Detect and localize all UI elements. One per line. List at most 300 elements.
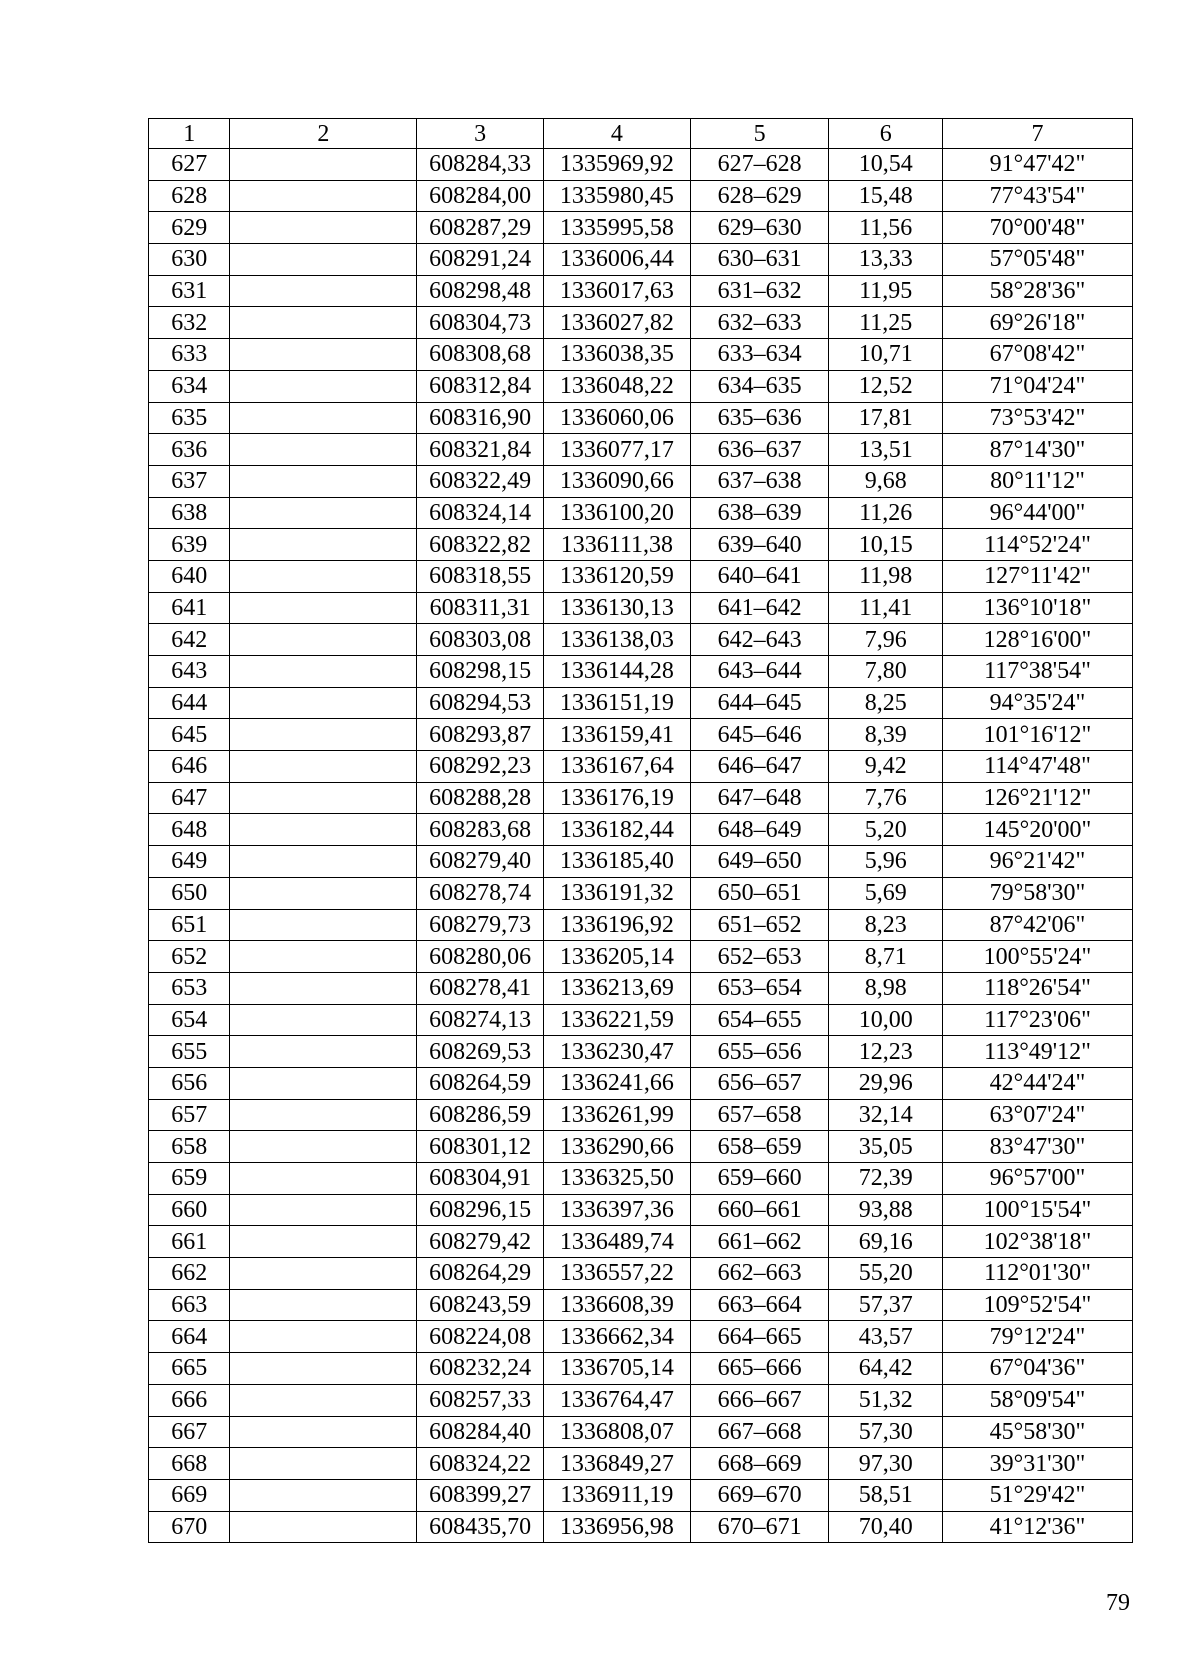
- x-coordinate-cell: 608232,24: [417, 1353, 544, 1385]
- y-coordinate-cell: 1336808,07: [543, 1416, 690, 1448]
- segment-cell: 646–647: [690, 751, 829, 783]
- y-coordinate-cell: 1335980,45: [543, 180, 690, 212]
- column-header-1: 1: [149, 119, 230, 149]
- angle-cell: 128°16'00": [942, 624, 1132, 656]
- length-cell: 7,96: [829, 624, 943, 656]
- length-cell: 9,68: [829, 465, 943, 497]
- empty-cell: [230, 751, 417, 783]
- angle-cell: 51°29'42": [942, 1479, 1132, 1511]
- point-number-cell: 634: [149, 370, 230, 402]
- angle-cell: 73°53'42": [942, 402, 1132, 434]
- y-coordinate-cell: 1336048,22: [543, 370, 690, 402]
- angle-cell: 100°15'54": [942, 1194, 1132, 1226]
- point-number-cell: 645: [149, 719, 230, 751]
- point-number-cell: 641: [149, 592, 230, 624]
- x-coordinate-cell: 608287,29: [417, 212, 544, 244]
- angle-cell: 39°31'30": [942, 1448, 1132, 1480]
- point-number-cell: 663: [149, 1289, 230, 1321]
- empty-cell: [230, 687, 417, 719]
- column-header-6: 6: [829, 119, 943, 149]
- angle-cell: 87°14'30": [942, 434, 1132, 466]
- angle-cell: 83°47'30": [942, 1131, 1132, 1163]
- length-cell: 8,39: [829, 719, 943, 751]
- y-coordinate-cell: 1336090,66: [543, 465, 690, 497]
- empty-cell: [230, 212, 417, 244]
- empty-cell: [230, 1416, 417, 1448]
- empty-cell: [230, 1448, 417, 1480]
- column-header-4: 4: [543, 119, 690, 149]
- segment-cell: 635–636: [690, 402, 829, 434]
- angle-cell: 101°16'12": [942, 719, 1132, 751]
- length-cell: 72,39: [829, 1163, 943, 1195]
- empty-cell: [230, 1036, 417, 1068]
- length-cell: 10,15: [829, 529, 943, 561]
- table-row: [149, 529, 1133, 561]
- x-coordinate-cell: 608294,53: [417, 687, 544, 719]
- y-coordinate-cell: 1336077,17: [543, 434, 690, 466]
- x-coordinate-cell: 608324,22: [417, 1448, 544, 1480]
- y-coordinate-cell: 1336038,35: [543, 339, 690, 371]
- table-row: [149, 972, 1133, 1004]
- x-coordinate-cell: 608257,33: [417, 1384, 544, 1416]
- y-coordinate-cell: 1336060,06: [543, 402, 690, 434]
- x-coordinate-cell: 608280,06: [417, 941, 544, 973]
- segment-cell: 652–653: [690, 941, 829, 973]
- x-coordinate-cell: 608274,13: [417, 1004, 544, 1036]
- point-number-cell: 648: [149, 814, 230, 846]
- segment-cell: 668–669: [690, 1448, 829, 1480]
- x-coordinate-cell: 608304,91: [417, 1163, 544, 1195]
- angle-cell: 112°01'30": [942, 1258, 1132, 1290]
- length-cell: 9,42: [829, 751, 943, 783]
- empty-cell: [230, 814, 417, 846]
- empty-cell: [230, 877, 417, 909]
- empty-cell: [230, 782, 417, 814]
- table-row: [149, 941, 1133, 973]
- length-cell: 11,41: [829, 592, 943, 624]
- point-number-cell: 632: [149, 307, 230, 339]
- point-number-cell: 658: [149, 1131, 230, 1163]
- empty-cell: [230, 307, 417, 339]
- angle-cell: 67°08'42": [942, 339, 1132, 371]
- y-coordinate-cell: 1336144,28: [543, 656, 690, 688]
- page-number: 79: [1106, 1590, 1130, 1616]
- y-coordinate-cell: 1336185,40: [543, 846, 690, 878]
- x-coordinate-cell: 608288,28: [417, 782, 544, 814]
- y-coordinate-cell: 1336138,03: [543, 624, 690, 656]
- empty-cell: [230, 656, 417, 688]
- segment-cell: 669–670: [690, 1479, 829, 1511]
- table-row: [149, 339, 1133, 371]
- table-row: [149, 1321, 1133, 1353]
- table-row: [149, 212, 1133, 244]
- table-row: [149, 370, 1133, 402]
- length-cell: 11,25: [829, 307, 943, 339]
- table-row: [149, 909, 1133, 941]
- point-number-cell: 670: [149, 1511, 230, 1543]
- empty-cell: [230, 972, 417, 1004]
- empty-cell: [230, 434, 417, 466]
- segment-cell: 642–643: [690, 624, 829, 656]
- segment-cell: 644–645: [690, 687, 829, 719]
- length-cell: 7,76: [829, 782, 943, 814]
- x-coordinate-cell: 608269,53: [417, 1036, 544, 1068]
- point-number-cell: 656: [149, 1067, 230, 1099]
- y-coordinate-cell: 1336006,44: [543, 244, 690, 276]
- x-coordinate-cell: 608278,74: [417, 877, 544, 909]
- x-coordinate-cell: 608278,41: [417, 972, 544, 1004]
- angle-cell: 96°21'42": [942, 846, 1132, 878]
- segment-cell: 667–668: [690, 1416, 829, 1448]
- empty-cell: [230, 909, 417, 941]
- empty-cell: [230, 275, 417, 307]
- y-coordinate-cell: 1336151,19: [543, 687, 690, 719]
- empty-cell: [230, 719, 417, 751]
- length-cell: 13,51: [829, 434, 943, 466]
- segment-cell: 662–663: [690, 1258, 829, 1290]
- x-coordinate-cell: 608321,84: [417, 434, 544, 466]
- angle-cell: 118°26'54": [942, 972, 1132, 1004]
- table-row: [149, 1194, 1133, 1226]
- length-cell: 57,37: [829, 1289, 943, 1321]
- segment-cell: 639–640: [690, 529, 829, 561]
- empty-cell: [230, 1163, 417, 1195]
- table-row: [149, 656, 1133, 688]
- y-coordinate-cell: 1336167,64: [543, 751, 690, 783]
- segment-cell: 631–632: [690, 275, 829, 307]
- point-number-cell: 630: [149, 244, 230, 276]
- table-row: [149, 497, 1133, 529]
- table-row: [149, 465, 1133, 497]
- x-coordinate-cell: 608296,15: [417, 1194, 544, 1226]
- point-number-cell: 668: [149, 1448, 230, 1480]
- point-number-cell: 666: [149, 1384, 230, 1416]
- length-cell: 51,32: [829, 1384, 943, 1416]
- empty-cell: [230, 497, 417, 529]
- angle-cell: 114°47'48": [942, 751, 1132, 783]
- empty-cell: [230, 1226, 417, 1258]
- x-coordinate-cell: 608291,24: [417, 244, 544, 276]
- angle-cell: 145°20'00": [942, 814, 1132, 846]
- x-coordinate-cell: 608264,59: [417, 1067, 544, 1099]
- table-row: [149, 1511, 1133, 1543]
- point-number-cell: 652: [149, 941, 230, 973]
- segment-cell: 666–667: [690, 1384, 829, 1416]
- y-coordinate-cell: 1336849,27: [543, 1448, 690, 1480]
- empty-cell: [230, 1353, 417, 1385]
- table-row: [149, 1099, 1133, 1131]
- angle-cell: 42°44'24": [942, 1067, 1132, 1099]
- segment-cell: 648–649: [690, 814, 829, 846]
- segment-cell: 640–641: [690, 560, 829, 592]
- x-coordinate-cell: 608279,73: [417, 909, 544, 941]
- y-coordinate-cell: 1336196,92: [543, 909, 690, 941]
- point-number-cell: 650: [149, 877, 230, 909]
- segment-cell: 664–665: [690, 1321, 829, 1353]
- table-row: [149, 751, 1133, 783]
- point-number-cell: 636: [149, 434, 230, 466]
- table-body: [149, 149, 1133, 1543]
- point-number-cell: 647: [149, 782, 230, 814]
- y-coordinate-cell: 1336017,63: [543, 275, 690, 307]
- angle-cell: 79°12'24": [942, 1321, 1132, 1353]
- x-coordinate-cell: 608243,59: [417, 1289, 544, 1321]
- x-coordinate-cell: 608284,00: [417, 180, 544, 212]
- angle-cell: 69°26'18": [942, 307, 1132, 339]
- segment-cell: 629–630: [690, 212, 829, 244]
- point-number-cell: 655: [149, 1036, 230, 1068]
- length-cell: 58,51: [829, 1479, 943, 1511]
- length-cell: 97,30: [829, 1448, 943, 1480]
- length-cell: 70,40: [829, 1511, 943, 1543]
- point-number-cell: 664: [149, 1321, 230, 1353]
- segment-cell: 653–654: [690, 972, 829, 1004]
- length-cell: 11,95: [829, 275, 943, 307]
- table-row: [149, 434, 1133, 466]
- angle-cell: 87°42'06": [942, 909, 1132, 941]
- empty-cell: [230, 339, 417, 371]
- segment-cell: 649–650: [690, 846, 829, 878]
- empty-cell: [230, 1194, 417, 1226]
- length-cell: 57,30: [829, 1416, 943, 1448]
- segment-cell: 627–628: [690, 149, 829, 181]
- length-cell: 8,23: [829, 909, 943, 941]
- empty-cell: [230, 1067, 417, 1099]
- point-number-cell: 649: [149, 846, 230, 878]
- y-coordinate-cell: 1335969,92: [543, 149, 690, 181]
- x-coordinate-cell: 608399,27: [417, 1479, 544, 1511]
- empty-cell: [230, 149, 417, 181]
- table-row: [149, 1416, 1133, 1448]
- y-coordinate-cell: 1336956,98: [543, 1511, 690, 1543]
- table-row: [149, 1448, 1133, 1480]
- segment-cell: 655–656: [690, 1036, 829, 1068]
- empty-cell: [230, 370, 417, 402]
- x-coordinate-cell: 608292,23: [417, 751, 544, 783]
- x-coordinate-cell: 608224,08: [417, 1321, 544, 1353]
- x-coordinate-cell: 608298,15: [417, 656, 544, 688]
- table-row: [149, 1258, 1133, 1290]
- empty-cell: [230, 1004, 417, 1036]
- point-number-cell: 661: [149, 1226, 230, 1258]
- point-number-cell: 629: [149, 212, 230, 244]
- point-number-cell: 627: [149, 149, 230, 181]
- segment-cell: 647–648: [690, 782, 829, 814]
- y-coordinate-cell: 1336100,20: [543, 497, 690, 529]
- y-coordinate-cell: 1336221,59: [543, 1004, 690, 1036]
- coordinates-table: [148, 118, 1133, 1543]
- length-cell: 93,88: [829, 1194, 943, 1226]
- x-coordinate-cell: 608279,42: [417, 1226, 544, 1258]
- x-coordinate-cell: 608284,33: [417, 149, 544, 181]
- point-number-cell: 628: [149, 180, 230, 212]
- empty-cell: [230, 465, 417, 497]
- empty-cell: [230, 1131, 417, 1163]
- angle-cell: 96°57'00": [942, 1163, 1132, 1195]
- empty-cell: [230, 941, 417, 973]
- y-coordinate-cell: 1335995,58: [543, 212, 690, 244]
- table-row: [149, 1289, 1133, 1321]
- length-cell: 55,20: [829, 1258, 943, 1290]
- y-coordinate-cell: 1336557,22: [543, 1258, 690, 1290]
- segment-cell: 650–651: [690, 877, 829, 909]
- segment-cell: 651–652: [690, 909, 829, 941]
- table-row: [149, 846, 1133, 878]
- angle-cell: 114°52'24": [942, 529, 1132, 561]
- point-number-cell: 653: [149, 972, 230, 1004]
- segment-cell: 661–662: [690, 1226, 829, 1258]
- length-cell: 12,52: [829, 370, 943, 402]
- length-cell: 29,96: [829, 1067, 943, 1099]
- y-coordinate-cell: 1336705,14: [543, 1353, 690, 1385]
- table-row: [149, 1067, 1133, 1099]
- table-row: [149, 1479, 1133, 1511]
- length-cell: 43,57: [829, 1321, 943, 1353]
- segment-cell: 654–655: [690, 1004, 829, 1036]
- point-number-cell: 660: [149, 1194, 230, 1226]
- empty-cell: [230, 846, 417, 878]
- empty-cell: [230, 1321, 417, 1353]
- empty-cell: [230, 1511, 417, 1543]
- table-header-row: [149, 119, 1133, 149]
- x-coordinate-cell: 608298,48: [417, 275, 544, 307]
- length-cell: 11,98: [829, 560, 943, 592]
- angle-cell: 67°04'36": [942, 1353, 1132, 1385]
- x-coordinate-cell: 608303,08: [417, 624, 544, 656]
- y-coordinate-cell: 1336159,41: [543, 719, 690, 751]
- point-number-cell: 639: [149, 529, 230, 561]
- angle-cell: 71°04'24": [942, 370, 1132, 402]
- segment-cell: 637–638: [690, 465, 829, 497]
- y-coordinate-cell: 1336213,69: [543, 972, 690, 1004]
- empty-cell: [230, 1258, 417, 1290]
- length-cell: 8,71: [829, 941, 943, 973]
- y-coordinate-cell: 1336290,66: [543, 1131, 690, 1163]
- x-coordinate-cell: 608286,59: [417, 1099, 544, 1131]
- length-cell: 32,14: [829, 1099, 943, 1131]
- table-row: [149, 275, 1133, 307]
- point-number-cell: 638: [149, 497, 230, 529]
- y-coordinate-cell: 1336662,34: [543, 1321, 690, 1353]
- point-number-cell: 669: [149, 1479, 230, 1511]
- segment-cell: 660–661: [690, 1194, 829, 1226]
- table-row: [149, 1353, 1133, 1385]
- segment-cell: 638–639: [690, 497, 829, 529]
- segment-cell: 633–634: [690, 339, 829, 371]
- angle-cell: 58°28'36": [942, 275, 1132, 307]
- x-coordinate-cell: 608279,40: [417, 846, 544, 878]
- angle-cell: 80°11'12": [942, 465, 1132, 497]
- angle-cell: 77°43'54": [942, 180, 1132, 212]
- y-coordinate-cell: 1336230,47: [543, 1036, 690, 1068]
- y-coordinate-cell: 1336205,14: [543, 941, 690, 973]
- point-number-cell: 631: [149, 275, 230, 307]
- segment-cell: 641–642: [690, 592, 829, 624]
- y-coordinate-cell: 1336027,82: [543, 307, 690, 339]
- segment-cell: 632–633: [690, 307, 829, 339]
- angle-cell: 70°00'48": [942, 212, 1132, 244]
- point-number-cell: 635: [149, 402, 230, 434]
- table-row: [149, 560, 1133, 592]
- length-cell: 8,25: [829, 687, 943, 719]
- column-header-5: 5: [690, 119, 829, 149]
- segment-cell: 643–644: [690, 656, 829, 688]
- y-coordinate-cell: 1336241,66: [543, 1067, 690, 1099]
- angle-cell: 58°09'54": [942, 1384, 1132, 1416]
- table-row: [149, 307, 1133, 339]
- segment-cell: 665–666: [690, 1353, 829, 1385]
- angle-cell: 96°44'00": [942, 497, 1132, 529]
- point-number-cell: 662: [149, 1258, 230, 1290]
- length-cell: 5,96: [829, 846, 943, 878]
- table-row: [149, 149, 1133, 181]
- angle-cell: 94°35'24": [942, 687, 1132, 719]
- y-coordinate-cell: 1336764,47: [543, 1384, 690, 1416]
- empty-cell: [230, 180, 417, 212]
- angle-cell: 127°11'42": [942, 560, 1132, 592]
- table-row: [149, 624, 1133, 656]
- y-coordinate-cell: 1336911,19: [543, 1479, 690, 1511]
- point-number-cell: 651: [149, 909, 230, 941]
- angle-cell: 63°07'24": [942, 1099, 1132, 1131]
- table-row: [149, 814, 1133, 846]
- empty-cell: [230, 1384, 417, 1416]
- length-cell: 17,81: [829, 402, 943, 434]
- empty-cell: [230, 1289, 417, 1321]
- point-number-cell: 633: [149, 339, 230, 371]
- y-coordinate-cell: 1336176,19: [543, 782, 690, 814]
- point-number-cell: 644: [149, 687, 230, 719]
- x-coordinate-cell: 608322,49: [417, 465, 544, 497]
- length-cell: 10,54: [829, 149, 943, 181]
- column-header-7: 7: [942, 119, 1132, 149]
- angle-cell: 117°38'54": [942, 656, 1132, 688]
- angle-cell: 117°23'06": [942, 1004, 1132, 1036]
- y-coordinate-cell: 1336489,74: [543, 1226, 690, 1258]
- empty-cell: [230, 1099, 417, 1131]
- empty-cell: [230, 402, 417, 434]
- angle-cell: 102°38'18": [942, 1226, 1132, 1258]
- table-row: [149, 402, 1133, 434]
- x-coordinate-cell: 608301,12: [417, 1131, 544, 1163]
- point-number-cell: 642: [149, 624, 230, 656]
- angle-cell: 109°52'54": [942, 1289, 1132, 1321]
- x-coordinate-cell: 608316,90: [417, 402, 544, 434]
- y-coordinate-cell: 1336182,44: [543, 814, 690, 846]
- x-coordinate-cell: 608308,68: [417, 339, 544, 371]
- segment-cell: 634–635: [690, 370, 829, 402]
- x-coordinate-cell: 608283,68: [417, 814, 544, 846]
- segment-cell: 670–671: [690, 1511, 829, 1543]
- point-number-cell: 640: [149, 560, 230, 592]
- length-cell: 12,23: [829, 1036, 943, 1068]
- point-number-cell: 643: [149, 656, 230, 688]
- angle-cell: 126°21'12": [942, 782, 1132, 814]
- point-number-cell: 665: [149, 1353, 230, 1385]
- table-row: [149, 592, 1133, 624]
- y-coordinate-cell: 1336191,32: [543, 877, 690, 909]
- angle-cell: 113°49'12": [942, 1036, 1132, 1068]
- point-number-cell: 659: [149, 1163, 230, 1195]
- point-number-cell: 637: [149, 465, 230, 497]
- x-coordinate-cell: 608304,73: [417, 307, 544, 339]
- point-number-cell: 654: [149, 1004, 230, 1036]
- segment-cell: 657–658: [690, 1099, 829, 1131]
- table-row: [149, 244, 1133, 276]
- x-coordinate-cell: 608311,31: [417, 592, 544, 624]
- length-cell: 69,16: [829, 1226, 943, 1258]
- table-row: [149, 1004, 1133, 1036]
